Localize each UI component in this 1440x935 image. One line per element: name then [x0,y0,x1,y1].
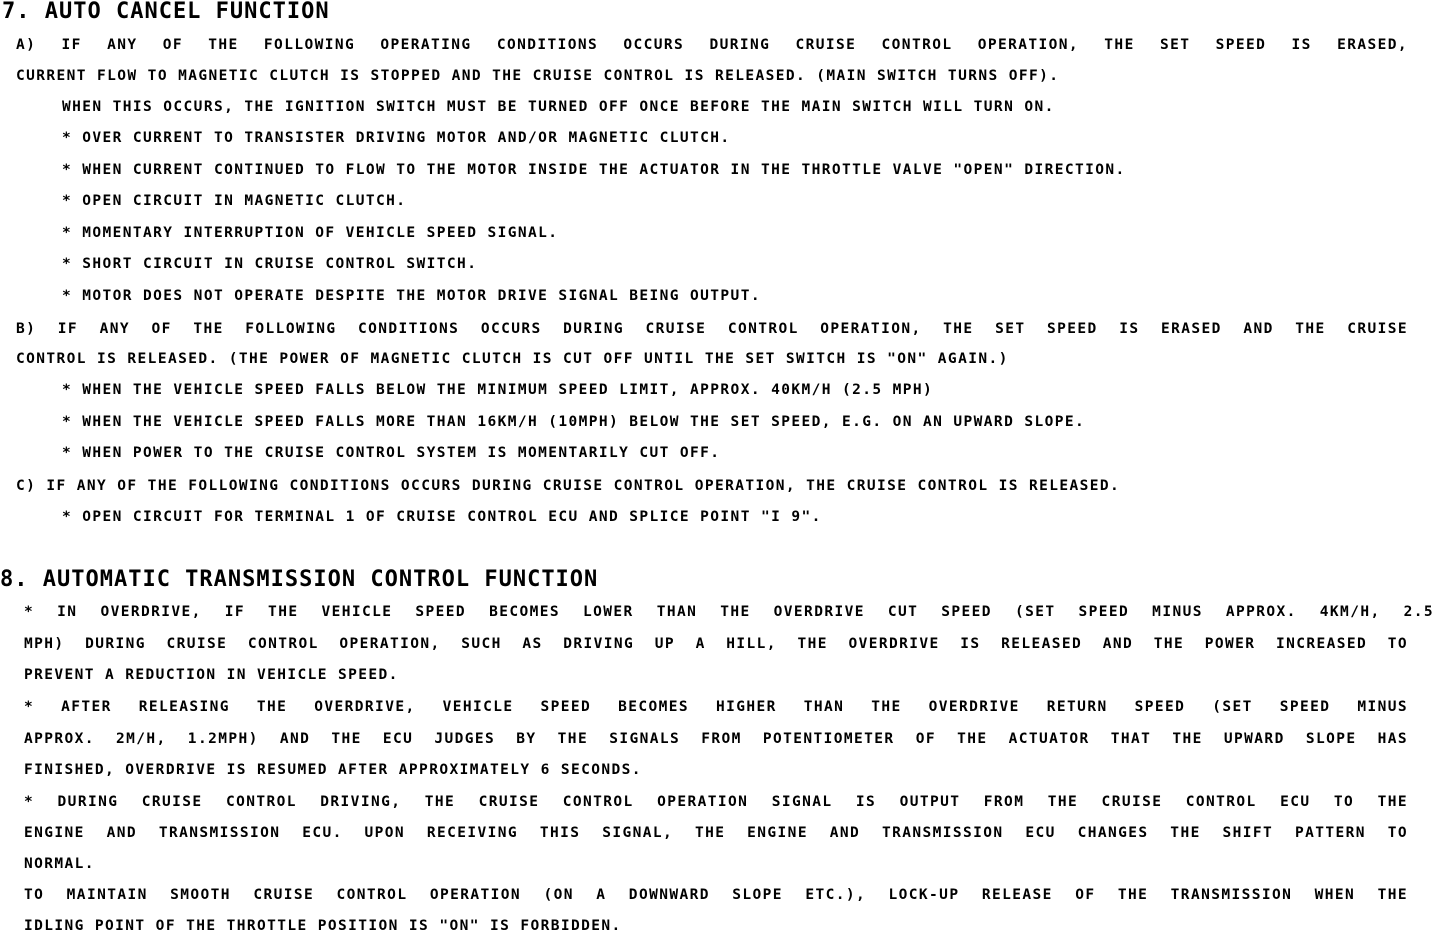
section-8-para-1-line-3: PREVENT A REDUCTION IN VEHICLE SPEED. [24,667,399,683]
section-8-heading: 8. AUTOMATIC TRANSMISSION CONTROL FUNCTION [0,567,599,592]
section-7b-line-1: B) IF ANY OF THE FOLLOWING CONDITIONS OCCURS DURING CRUISE CONTROL OPERATION, THE SET SPEED IS ERASED AND THE CRUISE [16,321,1408,337]
section-8-para-2-line-3: FINISHED, OVERDRIVE IS RESUMED AFTER APPROXIMATELY 6 SECONDS. [24,762,642,778]
section-7b-bullet: * WHEN POWER TO THE CRUISE CONTROL SYSTEM IS MOMENTARILY CUT OFF. [62,445,721,461]
section-7b-bullet: * WHEN THE VEHICLE SPEED FALLS BELOW THE MINIMUM SPEED LIMIT, APPROX. 40KM/H (2.5 MPH) [62,382,934,398]
section-8-para-2-line-2: APPROX. 2M/H, 1.2MPH) AND THE ECU JUDGES BY THE SIGNALS FROM POTENTIOMETER OF THE ACTUATOR THAT THE UPWARD SLOPE HAS [24,731,1408,747]
section-7a-line-1: A) IF ANY OF THE FOLLOWING OPERATING CONDITIONS OCCURS DURING CRUISE CONTROL OPERATION, THE SET SPEED IS ERASED, [16,37,1408,53]
section-7a-bullet: * OPEN CIRCUIT IN MAGNETIC CLUTCH. [62,193,407,209]
section-7a-bullet: * WHEN CURRENT CONTINUED TO FLOW TO THE MOTOR INSIDE THE ACTUATOR IN THE THROTTLE VALVE "OPEN" DIRECTION. [62,162,1126,178]
section-8-para-4-line-2: IDLING POINT OF THE THROTTLE POSITION IS "ON" IS FORBIDDEN. [24,918,622,934]
section-7a-bullet: * OVER CURRENT TO TRANSISTER DRIVING MOTOR AND/OR MAGNETIC CLUTCH. [62,130,731,146]
section-7c-line-1: C) IF ANY OF THE FOLLOWING CONDITIONS OCCURS DURING CRUISE CONTROL OPERATION, THE CRUISE CONTROL IS RELEASED. [16,478,1121,494]
section-8-para-3-line-2: ENGINE AND TRANSMISSION ECU. UPON RECEIVING THIS SIGNAL, THE ENGINE AND TRANSMISSION ECU CHANGES THE SHIFT PATTERN TO [24,825,1408,841]
section-8-para-2-line-1: * AFTER RELEASING THE OVERDRIVE, VEHICLE SPEED BECOMES HIGHER THAN THE OVERDRIVE RETURN SPEED (SET SPEED MINUS [24,699,1408,715]
section-7a-bullet: * MOMENTARY INTERRUPTION OF VEHICLE SPEED SIGNAL. [62,225,559,241]
section-7b-line-2: CONTROL IS RELEASED. (THE POWER OF MAGNETIC CLUTCH IS CUT OFF UNTIL THE SET SWITCH IS "ON" AGAIN.) [16,351,1009,367]
section-7a-line-3: WHEN THIS OCCURS, THE IGNITION SWITCH MUST BE TURNED OFF ONCE BEFORE THE MAIN SWITCH WILL TURN ON. [62,99,1055,115]
section-7-heading: 7. AUTO CANCEL FUNCTION [2,0,330,24]
section-7a-line-2: CURRENT FLOW TO MAGNETIC CLUTCH IS STOPPED AND THE CRUISE CONTROL IS RELEASED. (MAIN SWITCH TURNS OFF). [16,68,1060,84]
section-8-para-4-line-1: TO MAINTAIN SMOOTH CRUISE CONTROL OPERATION (ON A DOWNWARD SLOPE ETC.), LOCK-UP RELEASE OF THE TRANSMISSION WHEN THE [24,887,1408,903]
section-8-para-3-line-3: NORMAL. [24,856,95,872]
section-7a-bullet: * SHORT CIRCUIT IN CRUISE CONTROL SWITCH. [62,256,478,272]
section-8-para-1-line-2: MPH) DURING CRUISE CONTROL OPERATION, SUCH AS DRIVING UP A HILL, THE OVERDRIVE IS RELEASED AND THE POWER INCREASED TO [24,636,1408,652]
section-8-para-1-line-1: * IN OVERDRIVE, IF THE VEHICLE SPEED BECOMES LOWER THAN THE OVERDRIVE CUT SPEED (SET SPEED MINUS APPROX. 4KM/H, 2.5 [24,604,1434,620]
section-7b-bullet: * WHEN THE VEHICLE SPEED FALLS MORE THAN 16KM/H (10MPH) BELOW THE SET SPEED, E.G. ON AN UPWARD SLOPE. [62,414,1086,430]
section-7c-bullet: * OPEN CIRCUIT FOR TERMINAL 1 OF CRUISE CONTROL ECU AND SPLICE POINT "I 9". [62,509,822,525]
section-8-para-3-line-1: * DURING CRUISE CONTROL DRIVING, THE CRUISE CONTROL OPERATION SIGNAL IS OUTPUT FROM THE CRUISE CONTROL ECU TO THE [24,794,1408,810]
section-7a-bullet: * MOTOR DOES NOT OPERATE DESPITE THE MOTOR DRIVE SIGNAL BEING OUTPUT. [62,288,761,304]
